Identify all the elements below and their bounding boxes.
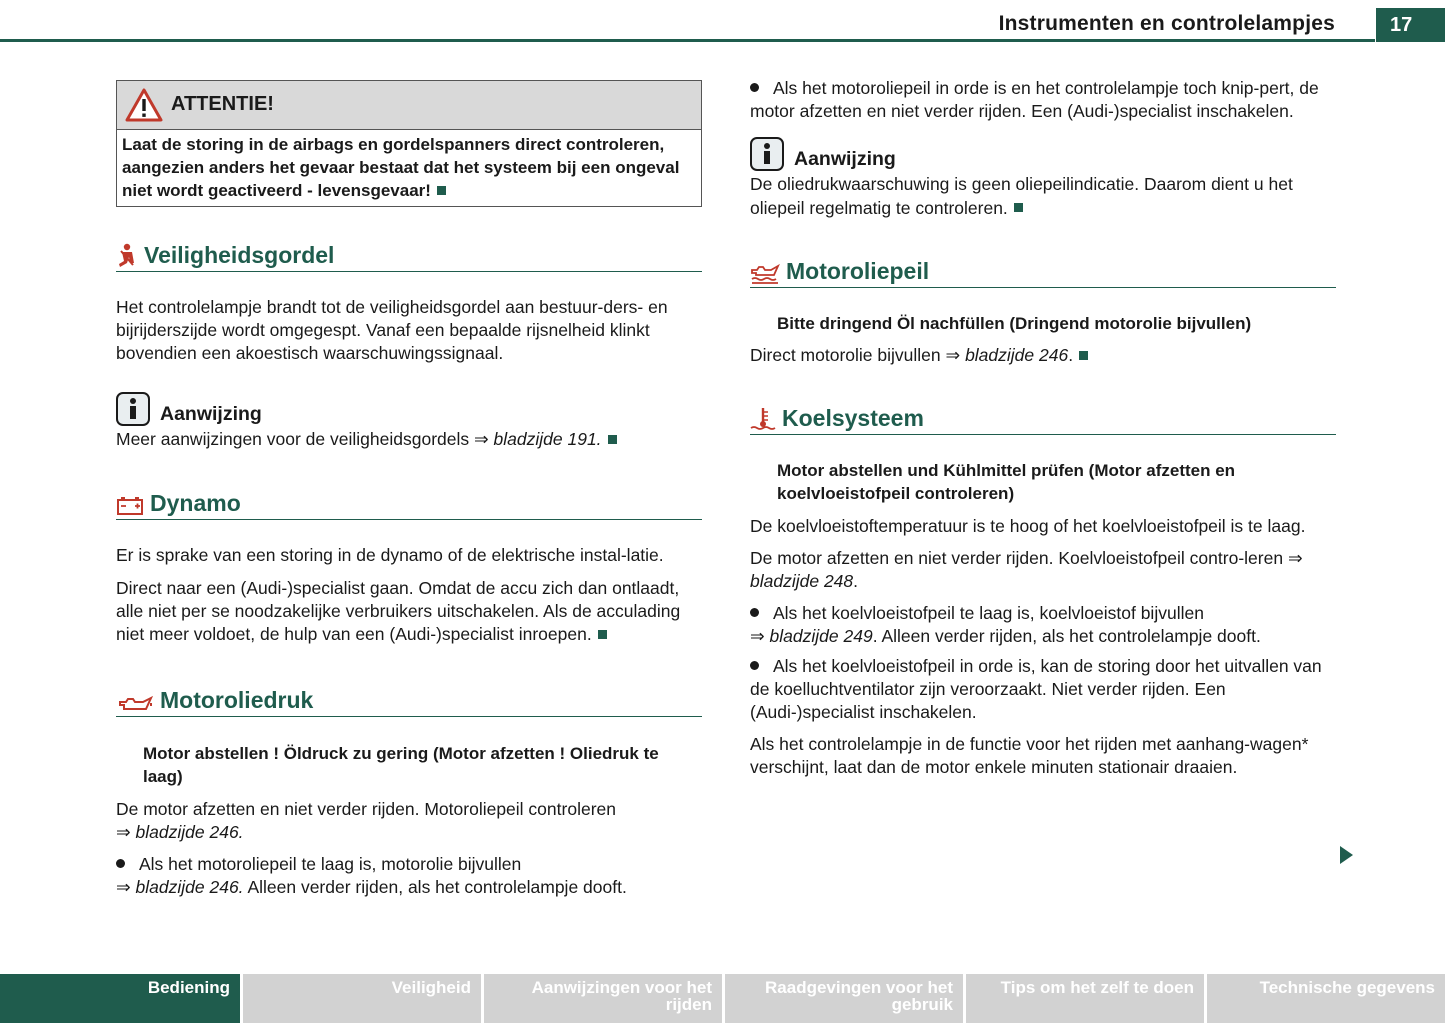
oilpressure-message: Motor abstellen ! Öldruck zu gering (Motor afzetten ! Oliedruk te laag) [143, 744, 659, 787]
dynamo-text-2 [116, 577, 702, 647]
ref-arrow: ⇒ [116, 821, 131, 842]
cooling-text-2: De motor afzetten en niet verder rijden. Koelvloeistofpeil contro-leren ⇒ bladzijde 248. [750, 547, 1303, 592]
tab-tips[interactable]: Tips om het zelf te doen [966, 974, 1204, 1023]
bullet-text: Als het motoroliepeil in orde is en het controlelampje toch knip-pert, de motor afzetten en niet verder rijden. Een (Audi-)specialist inschakelen. [750, 78, 1319, 122]
page-reference[interactable]: bladzijde 248 [750, 571, 854, 592]
dynamo-text-1: Er is sprake van een storing in de dynamo of de elektrische instal-latie. [116, 545, 664, 566]
page-reference[interactable]: bladzijde 246. [135, 877, 244, 898]
right-column [750, 77, 1336, 780]
cooling-text-2-body: De motor afzetten en niet verder rijden. Koelvloeistofpeil contro-leren [750, 547, 1284, 568]
header-divider [0, 39, 1375, 42]
note-title: Aanwijzing [794, 148, 896, 171]
ref-arrow: ⇒ [116, 877, 131, 898]
oillevel-text: Direct motorolie bijvullen ⇒ bladzijde 246. [750, 344, 1336, 367]
oilpressure-text [116, 798, 702, 844]
oillevel-message: Bitte dringend Öl nachfüllen (Dringend motorolie bijvullen) [777, 313, 1252, 333]
tab-bediening[interactable]: Bediening [0, 974, 240, 1023]
section-title-cooling: Koelsysteem [782, 405, 924, 432]
attention-box [116, 80, 702, 207]
bullet-dot [750, 608, 759, 617]
cooling-bullet-1 [750, 602, 1336, 648]
end-mark [437, 186, 446, 195]
next-page-arrow-icon[interactable] [1340, 846, 1353, 864]
bullet-dot [116, 859, 125, 868]
page-reference[interactable]: bladzijde 249 [769, 626, 873, 647]
ref-arrow: ⇒ [474, 429, 489, 450]
info-icon [116, 392, 150, 426]
note-text: Meer aanwijzingen voor de veiligheidsgordels [116, 429, 470, 450]
oil-can-icon [116, 694, 154, 714]
page-title: Instrumenten en controlelampjes [998, 12, 1335, 35]
bullet-text: Als het koelvloeistofpeil te laag is, koelvloeistof bijvullen [773, 603, 1204, 624]
dynamo-text-2-body: Direct naar een (Audi-)specialist gaan. Omdat de accu zich dan ontlaadt, alle niet per se noodzakelijke verbruikers uitschakelen. Als de acculading niet meer voldoet, de hulp van een (Audi-)specialist inroepen. [116, 577, 681, 645]
bullet-text: Als het koelvloeistofpeil in orde is, kan de storing door het uitvallen van de koelluchtventilator zijn veroorzaakt. Niet verder rijden. Een (Audi-)specialist inschakelen. [750, 655, 1322, 723]
info-icon [750, 137, 784, 171]
section-header-dynamo [116, 489, 702, 520]
oilpressure-bullet-1 [116, 853, 702, 899]
oilpressure-text-body: De motor afzetten en niet verder rijden. Motoroliepeil controleren [116, 798, 616, 819]
ref-arrow: ⇒ [945, 345, 961, 366]
oil-level-icon [750, 263, 780, 285]
seatbelt-note [116, 428, 702, 451]
cooling-text-3: Als het controlelampje in de functie voor het rijden met aanhang-wagen* verschijnt, laat dan de motor enkele minuten stationair draaien. [750, 734, 1309, 778]
tab-raadgevingen[interactable]: Raadgevingen voor het gebruik [725, 974, 963, 1023]
cooling-text-1: De koelvloeistoftemperatuur is te hoog of het koelvloeistofpeil is te laag. [750, 515, 1306, 536]
seatbelt-text: Het controlelampje brandt tot de veiligheidsgordel aan bestuur-ders- en bijrijderszijde wordt omgegespt. Vanaf een bepaalde rijsnelheid klinkt bovendien een akoestisch waarschuwingssignaal. [116, 296, 668, 364]
section-title-oillevel: Motoroliepeil [786, 257, 930, 284]
bullet-text-tail: Alleen verder rijden, als het controlelampje dooft. [243, 877, 627, 898]
bullet-dot [750, 661, 759, 670]
battery-icon [116, 495, 144, 517]
oilpressure-bullet-2 [750, 77, 1336, 123]
section-title-seatbelt: Veiligheidsgordel [144, 241, 335, 268]
cooling-message: Motor abstellen und Kühlmittel prüfen (Motor afzetten en koelvloeistofpeil controleren) [777, 461, 1236, 504]
ref-arrow: ⇒ [1287, 547, 1303, 568]
page-reference[interactable]: bladzijde 246 [965, 345, 1069, 366]
end-mark [598, 630, 607, 639]
coolant-temperature-icon [750, 406, 776, 432]
end-mark [608, 435, 617, 444]
tab-veiligheid[interactable]: Veiligheid [243, 974, 481, 1023]
section-header-oilpressure [116, 686, 702, 717]
attention-header [117, 81, 701, 130]
oillevel-text-body: Direct motorolie bijvullen [750, 345, 941, 366]
left-column [116, 80, 702, 899]
note-header-seatbelt [116, 392, 702, 426]
note-text: De oliedrukwaarschuwing is geen oliepeilindicatie. Daarom dient u het oliepeil regelmatig te controleren. [750, 174, 1293, 218]
section-title-oilpressure: Motoroliedruk [160, 687, 314, 714]
ref-arrow: ⇒ [750, 626, 765, 647]
end-mark [1014, 203, 1023, 212]
attention-text: Laat de storing in de airbags en gordelspanners direct controleren, aangezien anders het gevaar bestaat dat het systeem bij een ongeval niet wordt geactiveerd - levensgevaar! [122, 135, 680, 201]
seatbelt-icon [116, 243, 138, 269]
section-header-cooling [750, 404, 1336, 435]
end-mark [1079, 351, 1088, 360]
attention-body [117, 130, 701, 206]
attention-title: ATTENTIE! [171, 93, 274, 116]
bullet-text: Als het motoroliepeil te laag is, motorolie bijvullen [139, 854, 522, 875]
tab-technische-gegevens[interactable]: Technische gegevens [1207, 974, 1445, 1023]
warning-triangle-icon [125, 88, 163, 122]
bullet-text-tail: . Alleen verder rijden, als het controlelampje dooft. [872, 626, 1261, 647]
page-reference[interactable]: bladzijde 191. [493, 429, 602, 450]
chapter-tabs [0, 974, 1445, 1023]
section-header-oillevel [750, 257, 1336, 288]
oilpressure-note [750, 173, 1336, 219]
note-title: Aanwijzing [160, 403, 262, 426]
tab-aanwijzingen[interactable]: Aanwijzingen voor het rijden [484, 974, 722, 1023]
bullet-dot [750, 83, 759, 92]
page-reference[interactable]: bladzijde 246. [135, 821, 244, 842]
section-title-dynamo: Dynamo [150, 490, 241, 517]
page-number: 17 [1376, 8, 1445, 42]
section-header-seatbelt [116, 241, 702, 272]
note-header-oilpressure [750, 137, 1336, 171]
cooling-bullet-2 [750, 655, 1336, 725]
